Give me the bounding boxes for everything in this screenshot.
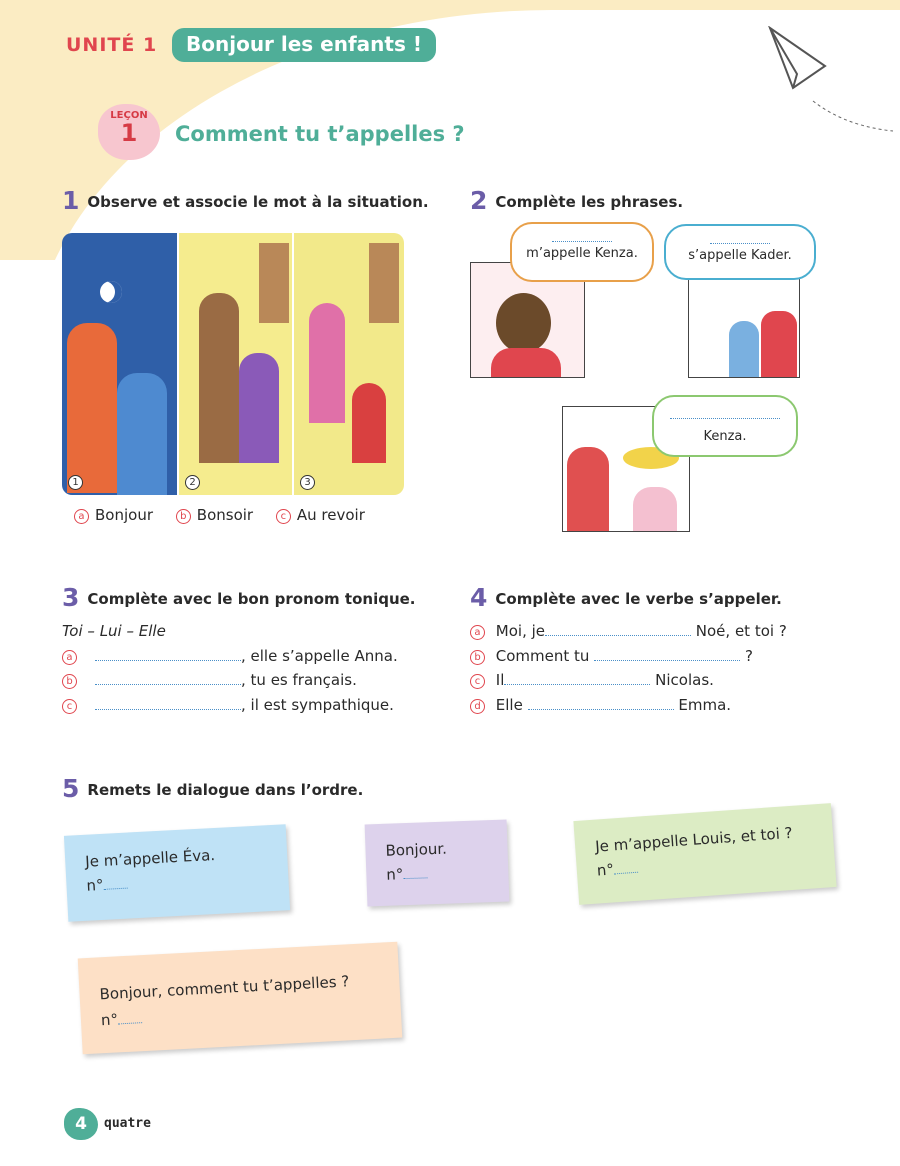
panel-number: 2 bbox=[185, 475, 200, 490]
ex3-item bbox=[62, 644, 398, 669]
unit-label: UNITÉ 1 bbox=[66, 34, 158, 56]
blank[interactable] bbox=[552, 230, 612, 242]
item-text: Moi, je bbox=[495, 622, 545, 640]
card-number-label: n° bbox=[86, 875, 105, 895]
answer-blank[interactable] bbox=[95, 698, 241, 710]
ex3-list bbox=[62, 619, 398, 717]
lesson-label: LEÇON bbox=[110, 110, 148, 121]
bubble-text: Kenza. bbox=[703, 429, 747, 444]
panel-number: 1 bbox=[68, 475, 83, 490]
figure bbox=[199, 293, 239, 463]
figure bbox=[633, 487, 677, 532]
option-text: Bonjour bbox=[95, 506, 153, 524]
answer-blank[interactable] bbox=[95, 673, 241, 685]
exercise-number: 2 bbox=[470, 186, 488, 215]
answer-blank[interactable] bbox=[545, 624, 691, 636]
lesson-number: 1 bbox=[120, 119, 138, 147]
figure bbox=[491, 348, 561, 378]
window bbox=[369, 243, 399, 323]
lesson-badge bbox=[98, 104, 160, 160]
ex4-list bbox=[470, 619, 787, 717]
instruction: Complète avec le bon pronom tonique. bbox=[87, 590, 416, 608]
bubble-text: m’appelle Kenza. bbox=[526, 246, 638, 261]
item-letter: d bbox=[470, 699, 485, 714]
ex4-item bbox=[470, 668, 787, 693]
item-text: Il bbox=[495, 671, 505, 689]
instruction: Complète les phrases. bbox=[495, 193, 684, 211]
page-word: quatre bbox=[104, 1116, 151, 1131]
instruction: Observe et associe le mot à la situation. bbox=[87, 193, 429, 211]
exercise-1-heading bbox=[62, 186, 429, 215]
option-text: Bonsoir bbox=[196, 506, 254, 524]
item-text: , il est sympathique. bbox=[241, 695, 394, 714]
exercise-2-heading bbox=[470, 186, 683, 215]
word-bank: Toi – Lui – Elle bbox=[62, 622, 166, 640]
item-text: , elle s’appelle Anna. bbox=[241, 646, 398, 665]
card-number-label: n° bbox=[596, 860, 615, 880]
ex4-item bbox=[470, 644, 787, 669]
exercise-5-heading bbox=[62, 774, 363, 803]
option-text: Au revoir bbox=[296, 506, 365, 524]
item-letter: b bbox=[62, 674, 77, 689]
ex4-item bbox=[470, 693, 787, 718]
ex3-item bbox=[62, 693, 398, 718]
panel-number: 3 bbox=[300, 475, 315, 490]
dialogue-card bbox=[573, 803, 836, 905]
dialogue-card bbox=[78, 942, 403, 1055]
ex1-options bbox=[74, 506, 365, 524]
item-letter: c bbox=[470, 674, 485, 689]
item-letter: a bbox=[470, 625, 485, 640]
lesson-title: Comment tu t’appelles ? bbox=[175, 122, 465, 146]
figure bbox=[496, 293, 551, 353]
option-letter: c bbox=[276, 509, 291, 524]
dialogue-card bbox=[365, 820, 510, 907]
card-number-label: n° bbox=[100, 1010, 119, 1030]
card-text: Je m’appelle Éva. bbox=[84, 845, 216, 871]
card-text: Je m’appelle Louis, et toi ? bbox=[594, 823, 794, 856]
dialogue-card bbox=[64, 824, 290, 922]
unit-title: Bonjour les enfants ! bbox=[172, 28, 436, 62]
exercise-number: 3 bbox=[62, 583, 80, 612]
item-letter: a bbox=[62, 650, 77, 665]
figure bbox=[352, 383, 386, 463]
page-number: 4 bbox=[64, 1108, 98, 1140]
exercise-number: 5 bbox=[62, 774, 80, 803]
paper-plane-icon bbox=[765, 26, 895, 136]
option-letter: b bbox=[176, 509, 191, 524]
answer-blank[interactable] bbox=[528, 698, 674, 710]
order-blank[interactable] bbox=[103, 877, 128, 890]
exercise-3-heading bbox=[62, 583, 416, 612]
answer-blank[interactable] bbox=[504, 673, 650, 685]
day-panel bbox=[179, 233, 292, 495]
ex4-item bbox=[470, 619, 787, 644]
figure bbox=[67, 323, 117, 493]
figure bbox=[761, 311, 797, 378]
figure bbox=[117, 373, 167, 495]
ex3-item bbox=[62, 668, 398, 693]
bubble-text: s’appelle Kader. bbox=[688, 248, 792, 263]
exercise-number: 1 bbox=[62, 186, 80, 215]
item-text: Noé, et toi ? bbox=[695, 622, 787, 640]
item-text: Elle bbox=[495, 695, 523, 714]
item-text: ? bbox=[745, 646, 753, 665]
card-text: Bonjour, comment tu t’appelles ? bbox=[99, 972, 350, 1004]
item-letter: c bbox=[62, 699, 77, 714]
goodbye-panel bbox=[294, 233, 404, 495]
card-number-label: n° bbox=[386, 865, 404, 884]
item-text: Emma. bbox=[678, 695, 732, 714]
exercise-number: 4 bbox=[470, 583, 488, 612]
figure bbox=[239, 353, 279, 463]
picture-kader bbox=[688, 270, 800, 378]
night-panel bbox=[62, 233, 177, 495]
speech-bubble bbox=[664, 224, 816, 280]
instruction: Remets le dialogue dans l’ordre. bbox=[87, 781, 364, 799]
answer-blank[interactable] bbox=[95, 649, 241, 661]
item-text: Comment tu bbox=[495, 646, 590, 665]
illustration-strip bbox=[62, 233, 404, 495]
moon-icon bbox=[100, 281, 122, 303]
instruction: Complète avec le verbe s’appeler. bbox=[495, 590, 782, 608]
figure bbox=[567, 447, 609, 532]
figure bbox=[729, 321, 759, 378]
blank[interactable] bbox=[710, 232, 770, 244]
window bbox=[259, 243, 289, 323]
speech-bubble bbox=[510, 222, 654, 282]
order-blank[interactable] bbox=[403, 866, 427, 879]
blank[interactable] bbox=[670, 407, 780, 419]
item-text: , tu es français. bbox=[241, 671, 357, 689]
exercise-4-heading bbox=[470, 583, 782, 612]
speech-bubble bbox=[652, 395, 798, 457]
option-letter: a bbox=[74, 509, 89, 524]
answer-blank[interactable] bbox=[594, 649, 740, 661]
order-blank[interactable] bbox=[613, 861, 638, 875]
figure bbox=[309, 303, 345, 423]
card-text: Bonjour. bbox=[385, 839, 448, 860]
item-letter: b bbox=[470, 650, 485, 665]
order-blank[interactable] bbox=[118, 1011, 143, 1024]
item-text: Nicolas. bbox=[655, 671, 714, 689]
